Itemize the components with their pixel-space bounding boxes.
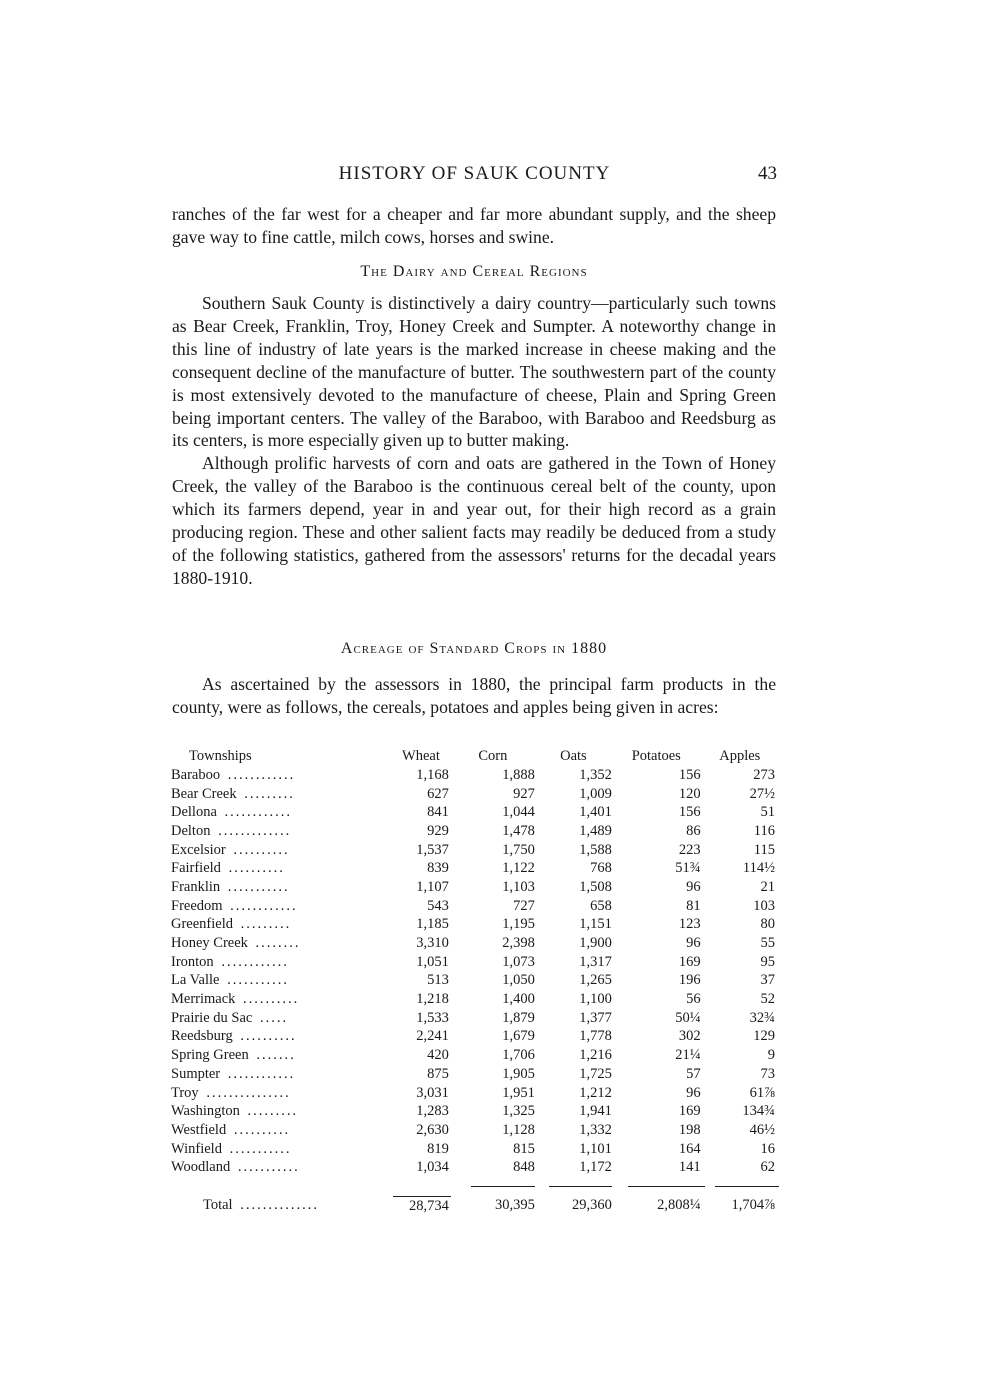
wheat-cell: 875: [427, 1065, 449, 1082]
wheat-cell: 543: [427, 897, 449, 914]
leader-dots: ..........: [228, 860, 285, 877]
header-potatoes: Potatoes: [631, 747, 681, 764]
oats-cell: 768: [590, 860, 612, 877]
apples-cell: 134¾: [742, 1103, 775, 1120]
leader-dots: ..........: [233, 1121, 291, 1138]
potatoes-cell: 96: [686, 878, 701, 895]
apples-cell: 32¾: [749, 1009, 775, 1026]
oats-cell: 1,377: [579, 1009, 612, 1026]
township-name: Greenfield: [171, 916, 237, 932]
table-row: [171, 1028, 779, 1047]
township-cell: [171, 1158, 393, 1177]
leader-dots: .........: [247, 1103, 299, 1120]
wheat-cell: 513: [427, 972, 449, 989]
corn-cell: 1,128: [502, 1121, 535, 1138]
apples-cell: 27½: [749, 785, 775, 802]
apples-cell: 103: [753, 897, 775, 914]
township-cell: [171, 934, 393, 953]
township-cell: [171, 859, 393, 878]
wheat-cell: 627: [427, 785, 449, 802]
section-heading-dairy: The Dairy and Cereal Regions: [360, 263, 588, 280]
township-cell: [171, 822, 393, 841]
leader-dots: ............: [230, 897, 298, 914]
rule-line: [628, 1186, 705, 1187]
wheat-cell: 3,031: [416, 1084, 449, 1101]
potatoes-cell: 169: [678, 953, 701, 970]
total-wheat: 28,734: [409, 1197, 449, 1214]
apples-cell: 37: [760, 972, 775, 989]
apples-cell: 95: [760, 953, 775, 970]
leader-dots: ............: [221, 953, 289, 970]
potatoes-cell: 21¼: [675, 1047, 701, 1064]
potatoes-cell: 86: [686, 822, 701, 839]
apples-cell: 129: [753, 1028, 775, 1045]
header-townships: Townships: [189, 747, 252, 764]
oats-cell: 1,172: [579, 1159, 612, 1176]
paragraph-text: Although prolific harvests of corn and oats are gathered in the Town of Honey Creek, the valley of the Baraboo is the continuous cereal belt of the county, upon which its farmers depend, year in and year out, for their high record as a grain producing region. These and other salient facts may readily be deduced from a study of the following statistics, gathered from the assessors' returns for the decadal years 1880-1910.: [172, 453, 776, 588]
potatoes-cell: 57: [686, 1065, 701, 1082]
potatoes-cell: 50¼: [675, 1009, 701, 1026]
table-row: [171, 916, 779, 935]
township-cell: [171, 878, 393, 897]
corn-cell: 1,750: [502, 841, 535, 858]
header-corn: Corn: [478, 747, 508, 764]
township-name: La Valle: [171, 972, 223, 988]
potatoes-cell: 156: [678, 766, 701, 783]
potatoes-cell: 198: [678, 1121, 701, 1138]
rule-line: [715, 1186, 779, 1187]
leader-dots: .......: [256, 1047, 296, 1064]
wheat-cell: 1,537: [416, 841, 449, 858]
township-name: Delton: [171, 823, 214, 839]
oats-cell: 1,401: [579, 804, 612, 821]
corn-cell: 1,951: [502, 1084, 535, 1101]
apples-cell: 46½: [749, 1121, 775, 1138]
potatoes-cell: 123: [678, 916, 701, 933]
leader-dots: ...........: [237, 1159, 300, 1176]
crop-acreage-table: [171, 746, 779, 1216]
paragraph-text: Southern Sauk County is distinctively a dairy country—particularly such towns as Bear Creek, Franklin, Troy, Honey Creek and Sumpter. A noteworthy change in this line of industry of late years is the marked increase in cheese making and the consequent decline of the manufacture of butter. The southwestern part of the county is most extensively devoted to the manufacture of cheese, Plain and Spring Green being important centers. The valley of the Baraboo, with Baraboo and Reedsburg as its centers, is more especially given up to butter making.: [172, 293, 776, 451]
apples-cell: 55: [760, 935, 775, 952]
apples-cell: 16: [760, 1140, 775, 1157]
apples-cell: 80: [760, 916, 775, 933]
oats-cell: 1,216: [579, 1047, 612, 1064]
township-cell: [171, 1009, 393, 1028]
township-cell: [171, 1046, 393, 1065]
table-row: [171, 1065, 779, 1084]
wheat-cell: 420: [427, 1047, 449, 1064]
wheat-cell: 929: [427, 822, 449, 839]
oats-cell: 1,212: [579, 1084, 612, 1101]
potatoes-cell: 120: [678, 785, 701, 802]
corn-cell: 1,325: [502, 1103, 535, 1120]
township-cell: [171, 1028, 393, 1047]
wheat-cell: 1,107: [416, 878, 449, 895]
township-name: Reedsburg: [171, 1028, 237, 1044]
oats-cell: 1,778: [579, 1028, 612, 1045]
township-name: Freedom: [171, 898, 227, 914]
header-wheat: Wheat: [402, 747, 440, 764]
table-row: [171, 859, 779, 878]
running-header: [172, 163, 777, 189]
township-name: Winfield: [171, 1141, 226, 1157]
oats-cell: 1,101: [579, 1140, 612, 1157]
township-cell: [171, 990, 393, 1009]
township-name: Dellona: [171, 804, 221, 820]
corn-cell: 1,888: [502, 766, 535, 783]
leader-dots: .............: [218, 822, 292, 839]
township-cell: [171, 1084, 393, 1103]
table-row: [171, 1102, 779, 1121]
township-cell: [171, 785, 393, 804]
oats-cell: 1,265: [579, 972, 612, 989]
wheat-cell: 1,051: [416, 953, 449, 970]
corn-cell: 927: [513, 785, 535, 802]
corn-cell: 1,879: [502, 1009, 535, 1026]
leader-dots: ............: [227, 1065, 296, 1082]
township-cell: [171, 953, 393, 972]
potatoes-cell: 164: [678, 1140, 701, 1157]
township-cell: [171, 972, 393, 991]
corn-cell: 1,905: [502, 1065, 535, 1082]
township-cell: [171, 1121, 393, 1140]
section-heading-acreage: Acreage of Standard Crops in 1880: [340, 640, 608, 657]
header-apples: Apples: [719, 747, 761, 764]
wheat-cell: 841: [427, 804, 449, 821]
table-row: [171, 1009, 779, 1028]
township-name: Troy: [171, 1085, 203, 1101]
corn-cell: 1,044: [502, 804, 535, 821]
table-row: [171, 972, 779, 991]
oats-cell: 1,489: [579, 822, 612, 839]
leader-dots: ..........: [233, 841, 290, 858]
leader-dots: ...........: [227, 972, 289, 989]
table-header-row: [171, 746, 779, 766]
total-oats: 29,360: [572, 1197, 612, 1214]
rule-line: [549, 1186, 612, 1187]
apples-cell: 61⅞: [749, 1084, 775, 1101]
rule-line: [471, 1186, 535, 1187]
corn-cell: 727: [513, 897, 535, 914]
oats-cell: 1,332: [579, 1121, 612, 1138]
corn-cell: 2,398: [502, 935, 535, 952]
running-head-title: HISTORY OF SAUK COUNTY: [338, 163, 611, 184]
leader-dots: ...............: [206, 1084, 291, 1101]
oats-cell: 1,100: [579, 991, 612, 1008]
corn-cell: 1,400: [502, 991, 535, 1008]
total-apples: 1,704⅞: [731, 1197, 775, 1214]
total-corn: 30,395: [495, 1197, 535, 1214]
leader-dots: ...........: [229, 1140, 292, 1157]
township-name: Ironton: [171, 954, 218, 970]
wheat-cell: 819: [427, 1140, 449, 1157]
table-row: [171, 897, 779, 916]
corn-cell: 1,050: [502, 972, 535, 989]
corn-cell: 1,679: [502, 1028, 535, 1045]
potatoes-cell: 223: [678, 841, 701, 858]
table-row: [171, 1140, 779, 1159]
oats-cell: 658: [590, 897, 612, 914]
oats-cell: 1,725: [579, 1065, 612, 1082]
township-name: Prairie du Sac: [171, 1010, 256, 1026]
township-cell: [171, 1065, 393, 1084]
corn-cell: 1,195: [502, 916, 535, 933]
leader-dots: ..........: [240, 1028, 297, 1045]
corn-cell: 815: [513, 1140, 535, 1157]
table-row: [171, 953, 779, 972]
township-name: Fairfield: [171, 860, 225, 876]
table-row: [171, 990, 779, 1009]
oats-cell: 1,588: [579, 841, 612, 858]
township-name: Washington: [171, 1103, 244, 1119]
total-potatoes: 2,808¼: [657, 1197, 701, 1214]
township-cell: [171, 897, 393, 916]
potatoes-cell: 196: [678, 972, 701, 989]
apples-cell: 273: [753, 766, 775, 783]
township-name: Merrimack: [171, 991, 239, 1007]
township-cell: [171, 841, 393, 860]
table-row: [171, 785, 779, 804]
corn-cell: 1,103: [502, 878, 535, 895]
apples-cell: 114½: [742, 860, 775, 877]
paragraph-text: ranches of the far west for a cheaper and far more abundant supply, and the sheep gave way to fine cattle, milch cows, horses and swine.: [172, 204, 776, 247]
leader-dots: ............: [227, 766, 296, 783]
corn-cell: 1,478: [502, 822, 535, 839]
leader-dots: .........: [240, 916, 292, 933]
apples-cell: 52: [760, 991, 775, 1008]
wheat-cell: 3,310: [416, 935, 449, 952]
apples-cell: 9: [767, 1047, 775, 1064]
wheat-cell: 1,283: [416, 1103, 449, 1120]
leader-dots: .........: [244, 785, 295, 802]
leader-dots: ..........: [243, 991, 300, 1008]
table-row: [171, 934, 779, 953]
table-row: [171, 1084, 779, 1103]
total-label-cell: [171, 1196, 393, 1215]
leader-dots: ..............: [240, 1197, 319, 1214]
township-name: Honey Creek: [171, 935, 252, 951]
apples-cell: 62: [760, 1159, 775, 1176]
wheat-cell: 1,218: [416, 991, 449, 1008]
wheat-cell: 1,168: [416, 766, 449, 783]
potatoes-cell: 302: [678, 1028, 701, 1045]
oats-cell: 1,009: [579, 785, 612, 802]
potatoes-cell: 156: [678, 804, 701, 821]
corn-cell: 1,122: [502, 860, 535, 877]
township-cell: [171, 766, 393, 785]
apples-cell: 21: [760, 878, 775, 895]
township-name: Baraboo: [171, 767, 224, 783]
oats-cell: 1,317: [579, 953, 612, 970]
table-row: [171, 1158, 779, 1177]
oats-cell: 1,941: [579, 1103, 612, 1120]
table-row: [171, 803, 779, 822]
township-cell: [171, 803, 393, 822]
township-name: Sumpter: [171, 1066, 224, 1082]
potatoes-cell: 141: [678, 1159, 701, 1176]
township-name: Woodland: [171, 1159, 234, 1175]
corn-cell: 848: [513, 1159, 535, 1176]
wheat-cell: 1,185: [416, 916, 449, 933]
wheat-cell: 839: [427, 860, 449, 877]
corn-cell: 1,706: [502, 1047, 535, 1064]
potatoes-cell: 81: [686, 897, 701, 914]
oats-cell: 1,151: [579, 916, 612, 933]
paragraph-continuation: [172, 203, 776, 249]
rule-line: [393, 1177, 451, 1196]
table-row: [171, 841, 779, 860]
leader-dots: ........: [255, 935, 301, 952]
corn-cell: 1,073: [502, 953, 535, 970]
potatoes-cell: 169: [678, 1103, 701, 1120]
township-cell: [171, 916, 393, 935]
potatoes-cell: 96: [686, 1084, 701, 1101]
paragraph-intro-table: [172, 673, 776, 719]
oats-cell: 1,352: [579, 766, 612, 783]
township-cell: [171, 1102, 393, 1121]
apples-cell: 73: [760, 1065, 775, 1082]
township-name: Excelsior: [171, 842, 230, 858]
potatoes-cell: 96: [686, 935, 701, 952]
township-name: Bear Creek: [171, 786, 241, 802]
total-rule-row: [171, 1177, 779, 1196]
apples-cell: 51: [760, 804, 775, 821]
apples-cell: 115: [753, 841, 775, 858]
leader-dots: ...........: [227, 878, 290, 895]
township-cell: [171, 1140, 393, 1159]
wheat-cell: 2,630: [416, 1121, 449, 1138]
leader-dots: .....: [259, 1009, 289, 1026]
potatoes-cell: 56: [686, 991, 701, 1008]
township-name: Franklin: [171, 879, 224, 895]
potatoes-cell: 51¾: [675, 860, 701, 877]
table-row: [171, 878, 779, 897]
wheat-cell: 1,533: [416, 1009, 449, 1026]
header-oats: Oats: [560, 747, 587, 764]
table-row: [171, 766, 779, 785]
table-row: [171, 822, 779, 841]
paragraph-text: As ascertained by the assessors in 1880, the principal farm products in the county, were as follows, the cereals, potatoes and apples being given in acres:: [172, 674, 776, 717]
table-row: [171, 1046, 779, 1065]
total-label: Total: [203, 1197, 237, 1213]
total-row: [171, 1196, 779, 1215]
oats-cell: 1,508: [579, 878, 612, 895]
wheat-cell: 2,241: [416, 1028, 449, 1045]
wheat-cell: 1,034: [416, 1159, 449, 1176]
leader-dots: ............: [224, 804, 293, 821]
township-name: Spring Green: [171, 1047, 253, 1063]
township-name: Westfield: [171, 1122, 230, 1138]
oats-cell: 1,900: [579, 935, 612, 952]
paragraph-dairy: [172, 292, 776, 590]
table-row: [171, 1121, 779, 1140]
page-number: 43: [758, 163, 777, 184]
apples-cell: 116: [753, 822, 775, 839]
